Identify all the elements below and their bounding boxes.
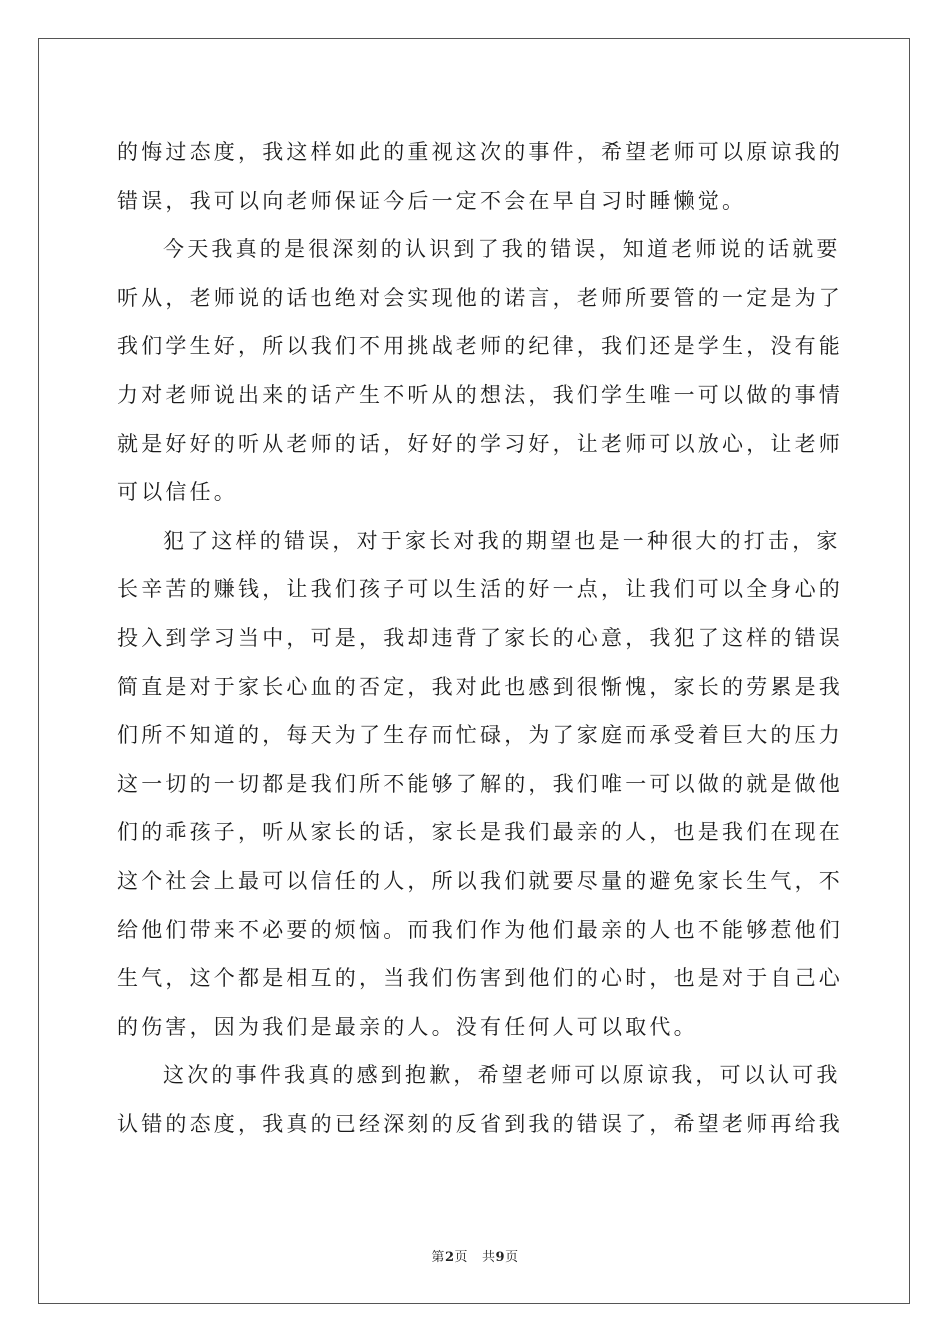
text-line: 我们学生好，所以我们不用挑战老师的纪律，我们还是学生，没有能 (117, 334, 843, 359)
page-suffix: 页 (454, 1250, 468, 1265)
current-page-number: 2 (444, 1250, 455, 1265)
text-line: 投入到学习当中，可是，我却违背了家长的心意，我犯了这样的错误 (117, 625, 843, 650)
text-line: 今天我真的是很深刻的认识到了我的错误，知道老师说的话就要 (163, 237, 841, 262)
text-line: 的伤害，因为我们是最亲的人。没有任何人可以取代。 (117, 1014, 698, 1039)
text-line: 生气，这个都是相互的，当我们伤害到他们的心时，也是对于自己心 (117, 966, 843, 991)
total-page-number: 9 (495, 1250, 506, 1265)
text-line: 们的乖孩子，听从家长的话，家长是我们最亲的人，也是我们在现在 (117, 820, 843, 845)
body-text (117, 128, 843, 1148)
page-prefix: 第 (431, 1250, 445, 1265)
total-prefix: 共 (482, 1250, 496, 1265)
text-line: 犯了这样的错误，对于家长对我的期望也是一种很大的打击，家 (163, 528, 841, 553)
text-line: 可以信任。 (117, 480, 238, 505)
text-line: 错误，我可以向老师保证今后一定不会在早自习时睡懒觉。 (117, 188, 747, 213)
text-line: 们所不知道的，每天为了生存而忙碌，为了家庭而承受着巨大的压力 (117, 723, 843, 748)
text-line: 力对老师说出来的话产生不听从的想法，我们学生唯一可以做的事情 (117, 382, 843, 407)
text-line: 认错的态度，我真的已经深刻的反省到我的错误了，希望老师再给我 (117, 1111, 843, 1136)
text-line: 听从，老师说的话也绝对会实现他的诺言，老师所要管的一定是为了 (117, 285, 843, 310)
text-line: 简直是对于家长心血的否定，我对此也感到很惭愧，家长的劳累是我 (117, 674, 843, 699)
text-line: 这一切的一切都是我们所不能够了解的，我们唯一可以做的就是做他 (117, 771, 843, 796)
total-suffix: 页 (505, 1250, 519, 1265)
text-line: 给他们带来不必要的烦恼。而我们作为他们最亲的人也不能够惹他们 (117, 917, 843, 942)
text-line: 长辛苦的赚钱，让我们孩子可以生活的好一点，让我们可以全身心的 (117, 577, 843, 602)
text-line: 这个社会上最可以信任的人，所以我们就要尽量的避免家长生气，不 (117, 868, 843, 893)
text-line: 这次的事件我真的感到抱歉，希望老师可以原谅我，可以认可我 (163, 1063, 841, 1088)
text-line: 的悔过态度，我这样如此的重视这次的事件，希望老师可以原谅我的 (117, 140, 843, 164)
page-footer (0, 1246, 950, 1265)
text-line: 就是好好的听从老师的话，好好的学习好，让老师可以放心，让老师 (117, 431, 843, 456)
